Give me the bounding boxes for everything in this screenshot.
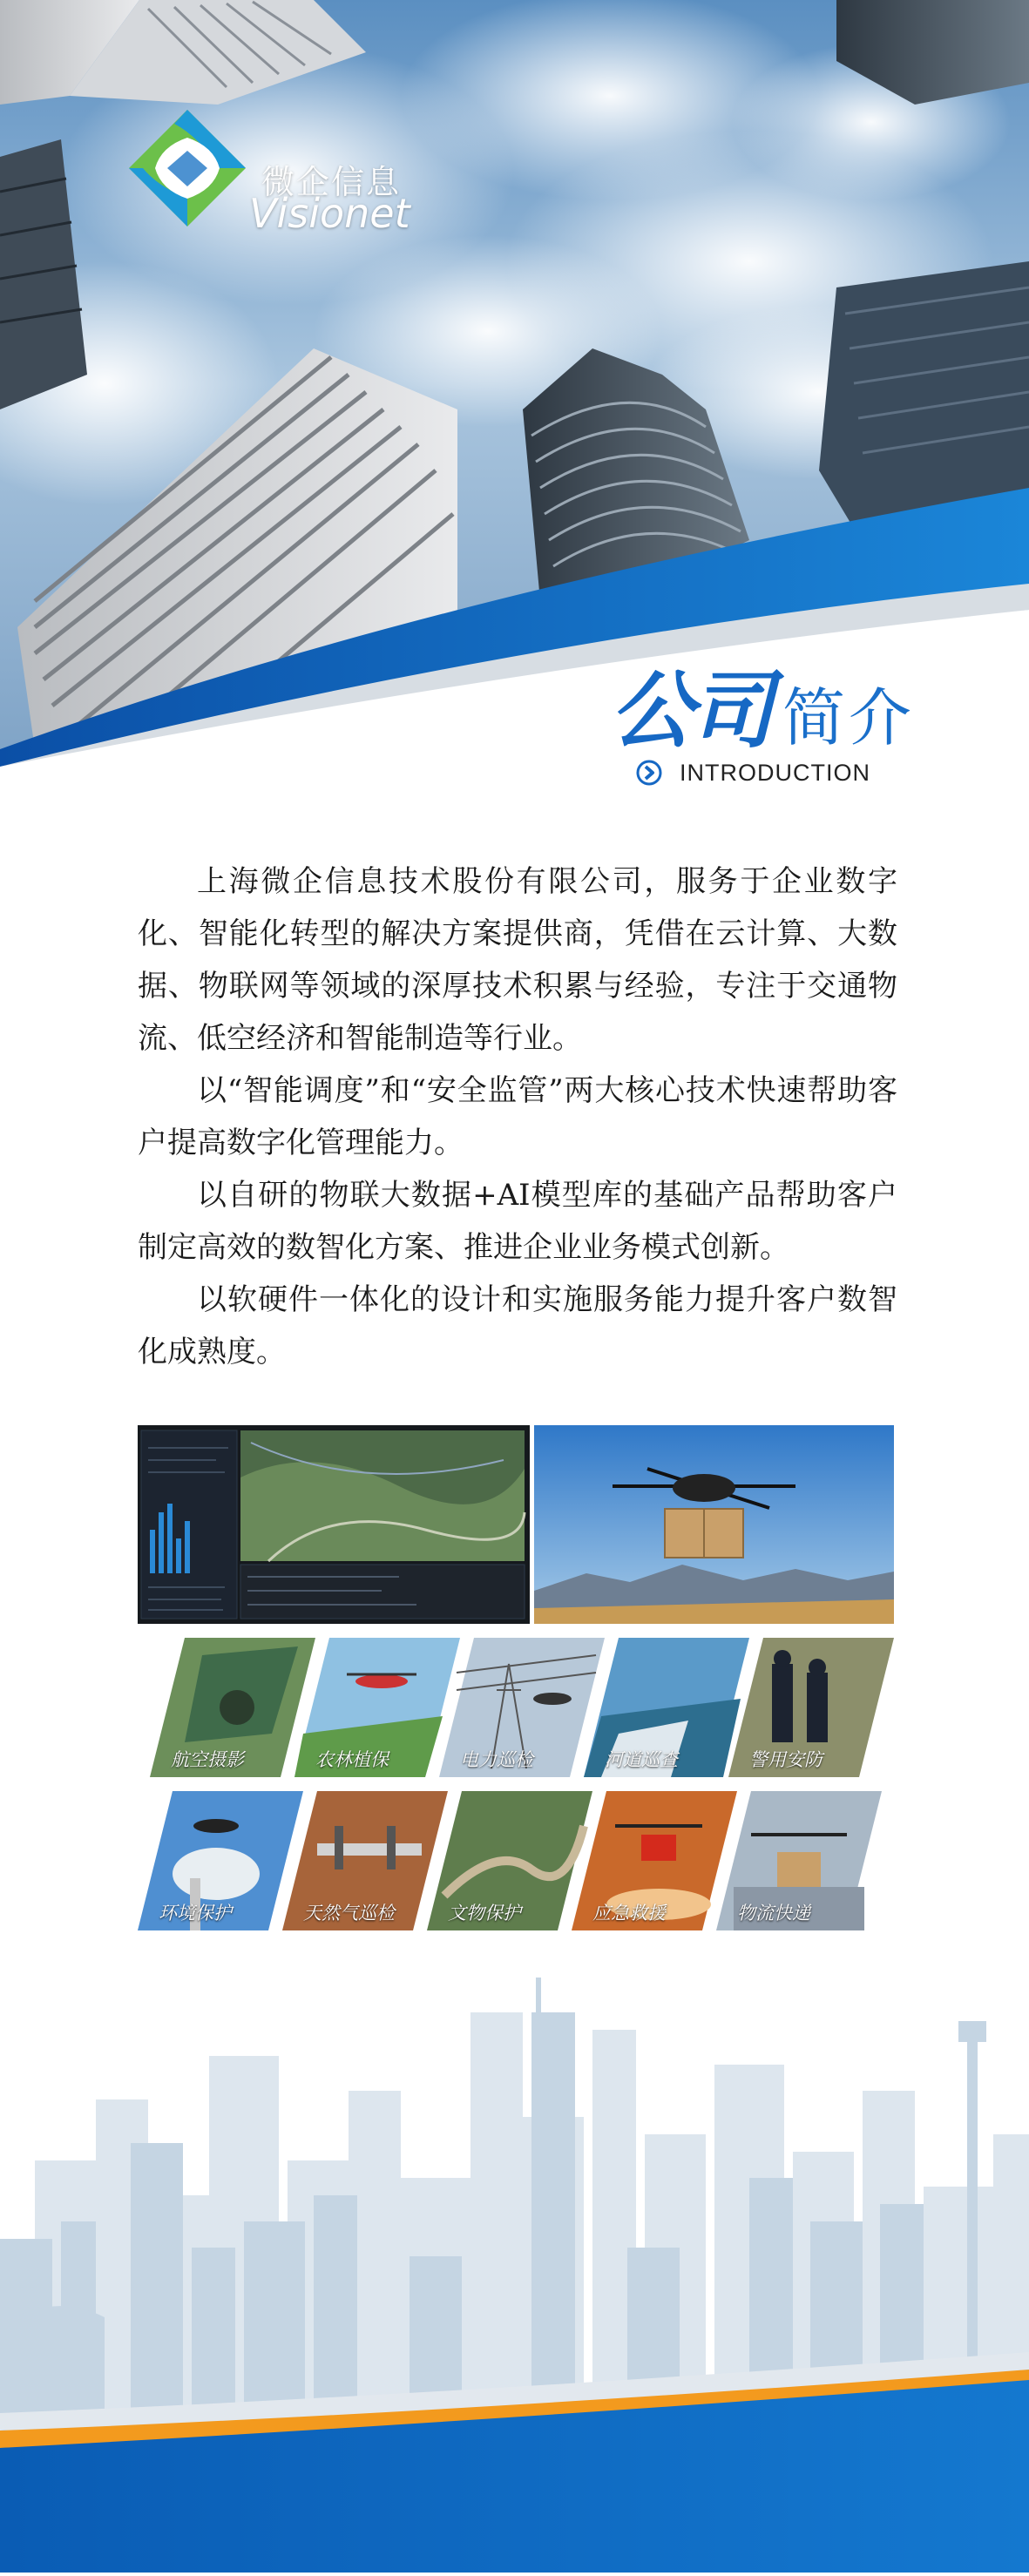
tile-label: 天然气巡检 — [303, 1903, 395, 1924]
tile-label: 电力巡检 — [460, 1749, 533, 1770]
dashboard-map-illustration — [138, 1425, 530, 1624]
tile-label: 物流快递 — [737, 1903, 810, 1924]
tile-label: 警用安防 — [749, 1749, 823, 1770]
tile-label: 环境保护 — [159, 1903, 232, 1924]
heading-title-intro: 简介 — [782, 681, 916, 754]
tile-label: 文物保护 — [448, 1903, 521, 1924]
description-paragraph: 上海微企信息技术股份有限公司，服务于企业数字化、智能化转型的解决方案提供商，凭借在云计算、大数据、物联网等领域的深厚技术积累与经验，专注于交通物流、低空经济和智能制造等行业。 — [138, 864, 897, 1056]
section-heading — [601, 645, 950, 801]
tile-emergency-rescue — [572, 1791, 737, 1930]
description-paragraph: 以自研的物联大数据+AI模型库的基础产品帮助客户制定高效的数智化方案、推进企业业务模式创新。 — [138, 1178, 897, 1265]
tile-heritage-protection — [427, 1791, 592, 1930]
tile-police-security — [728, 1638, 894, 1777]
brand-logo — [122, 103, 410, 242]
tile-logistics-delivery — [716, 1791, 882, 1930]
description-paragraph: 以“智能调度”和“安全监管”两大核心技术快速帮助客户提高数字化管理能力。 — [138, 1073, 897, 1160]
brand-name-cn: 微企信息 — [261, 163, 402, 201]
tile-gas-inspection — [282, 1791, 448, 1930]
brand-name-en: Visionet — [249, 190, 410, 237]
cargo-drone-illustration — [534, 1425, 894, 1624]
heading-title-company: 公司 — [610, 661, 770, 760]
visionet-logo-icon — [122, 103, 253, 233]
tile-label: 应急救援 — [592, 1903, 666, 1924]
tile-aerial-photography — [150, 1638, 315, 1777]
chevron-right-circle-icon — [636, 760, 662, 786]
city-skyline-illustration — [0, 1960, 1029, 2573]
tile-label: 河道巡查 — [605, 1749, 678, 1770]
tile-label: 农林植保 — [315, 1749, 389, 1770]
tile-environmental-protection — [138, 1791, 303, 1930]
company-description — [138, 855, 897, 1378]
tile-label: 航空摄影 — [171, 1749, 244, 1770]
dashboard-screenshot — [138, 1425, 530, 1624]
description-paragraph: 以软硬件一体化的设计和实施服务能力提升客户数智化成熟度。 — [138, 1282, 897, 1369]
tile-river-patrol — [584, 1638, 749, 1777]
tile-agriculture-protection — [294, 1638, 460, 1777]
tile-power-inspection — [439, 1638, 605, 1777]
cargo-drone-photo — [534, 1425, 894, 1624]
application-gallery — [138, 1425, 894, 1939]
footer-skyline — [0, 1960, 1029, 2573]
heading-subtitle: INTRODUCTION — [680, 760, 870, 786]
